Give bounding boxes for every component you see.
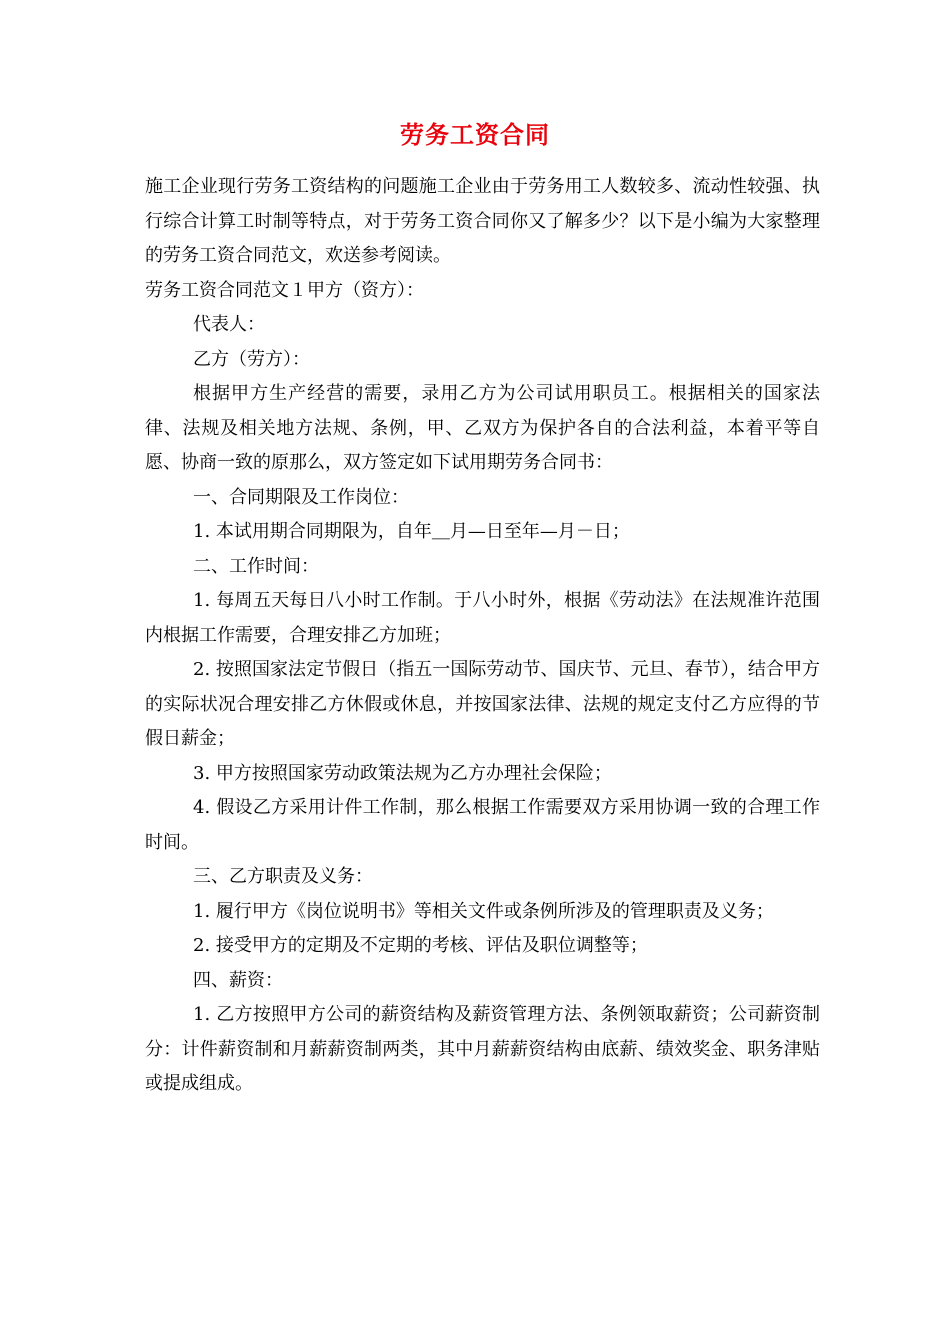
paragraph: 四、薪资： [193,969,283,991]
paragraph: 三、乙方职责及义务： [193,866,373,887]
paragraph: 一、合同期限及工作岗位： [193,486,409,508]
paragraph: 乙方（劳方）： [193,348,310,370]
paragraph: 代表人： [193,314,265,335]
paragraph: 1. 乙方按照甲方公司的薪资结构及薪资管理方法、条例领取薪资；公司薪资制分：计件薪资制和月薪薪资制两类，其中月薪薪资结构由底薪、绩效奖金、职务津贴或提成组成。 [145,1004,820,1094]
paragraph: 施工企业现行劳务工资结构的问题施工企业由于劳务用工人数较多、流动性较强、执行综合计算工时制等特点，对于劳务工资合同你又了解多少？以下是小编为大家整理的劳务工资合同范文，欢送参考阅读。 [145,176,820,266]
paragraph: 4. 假设乙方采用计件工作制，那么根据工作需要双方采用协调一致的合理工作时间。 [145,797,820,853]
paragraph: 二、工作时间： [193,555,319,577]
document-title: 劳务工资合同 [400,120,550,149]
paragraph: 1. 本试用期合同期限为，自年＿月—日至年—月－日； [193,521,630,542]
paragraph: 2. 按照国家法定节假日（指五一国际劳动节、国庆节、元旦、春节），结合甲方的实际状况合理安排乙方休假或休息，并按国家法律、法规的规定支付乙方应得的节假日薪金； [145,659,820,749]
paragraph: 2. 接受甲方的定期及不定期的考核、评估及职位调整等； [193,935,648,956]
document-body [145,170,820,1102]
paragraph: 劳务工资合同范文１甲方（资方）： [145,279,424,301]
paragraph: 根据甲方生产经营的需要，录用乙方为公司试用职员工。根据相关的国家法律、法规及相关地方法规、条例，甲、乙双方为保护各自的合法利益，本着平等自愿、协商一致的原那么，双方签定如下试用期劳务合同书： [145,383,820,473]
paragraph: 1. 每周五天每日八小时工作制。于八小时外，根据《劳动法》在法规准许范围内根据工作需要，合理安排乙方加班； [145,590,820,646]
paragraph: 3. 甲方按照国家劳动政策法规为乙方办理社会保险； [193,762,612,784]
paragraph: 1. 履行甲方《岗位说明书》等相关文件或条例所涉及的管理职责及义务； [193,900,774,922]
